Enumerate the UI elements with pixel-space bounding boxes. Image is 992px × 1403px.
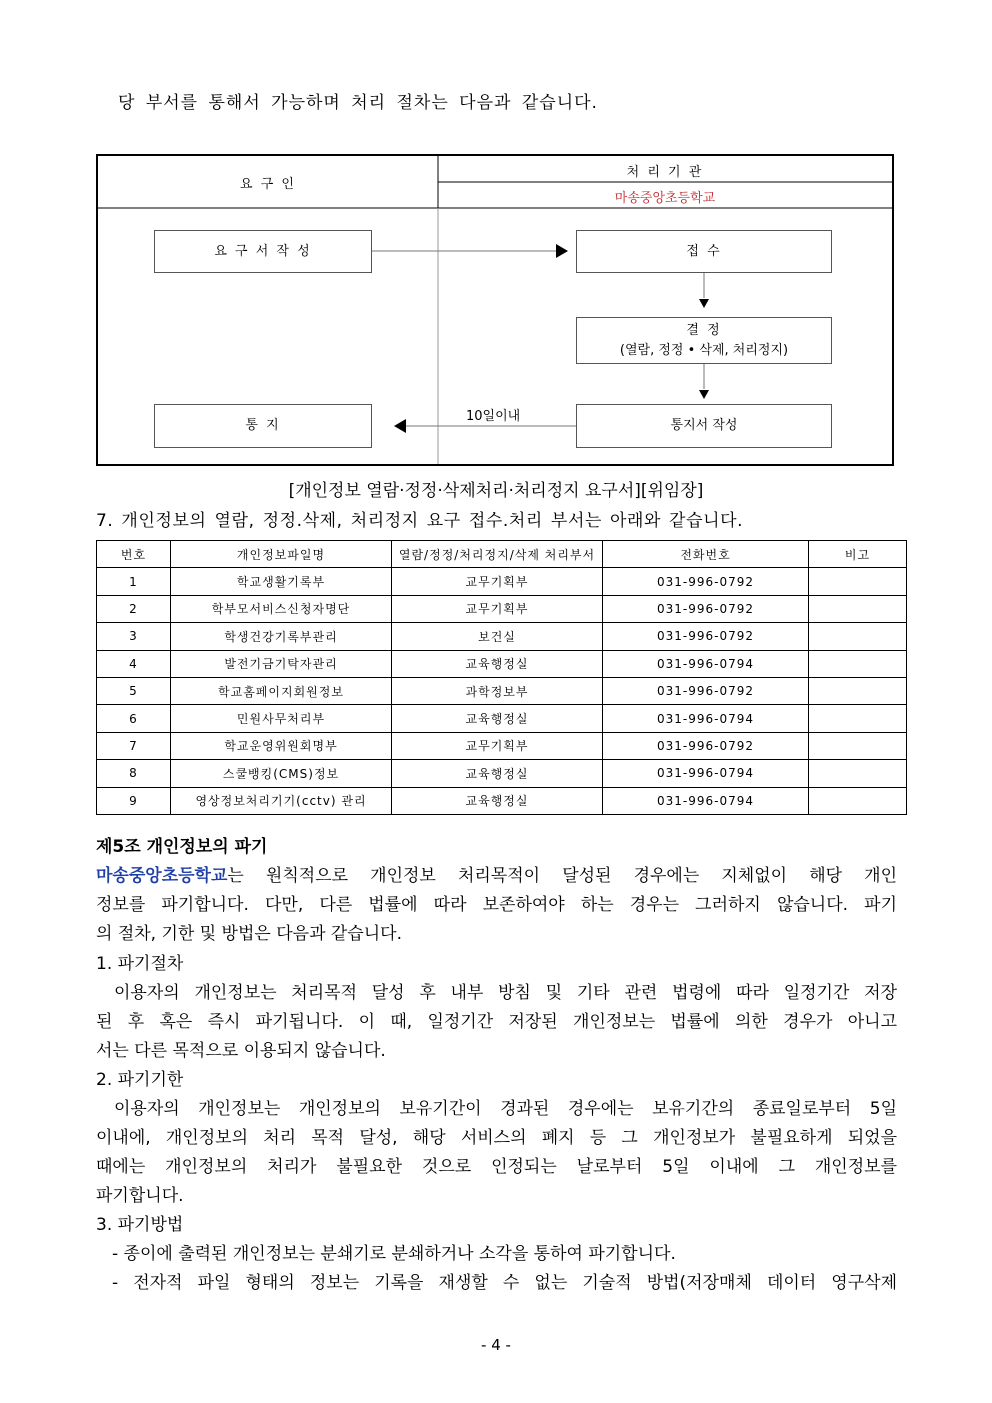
section1-line2: 된 후 혹은 즉시 파기됩니다. 이 때, 일정기간 저장된 개인정보는 법률에 의한 경우가 아니고 [96, 1012, 897, 1032]
paragraph-text: 이용자의 개인정보는 처리목적 달성 후 내부 방침 및 기타 관련 법령에 따라 일정기간 저장 [114, 983, 897, 1003]
table-header-cell: 열람/정정/처리정지/삭제 처리부서 [392, 541, 603, 568]
table-cell: 9 [97, 787, 171, 814]
table-cell: 발전기금기탁자관리 [171, 650, 392, 677]
notice-box [154, 404, 372, 448]
section1-line3: 서는 다른 목적으로 이용되지 않습니다. [96, 1041, 386, 1061]
request-form-box [154, 230, 372, 273]
table-cell [809, 650, 907, 677]
table-row [97, 760, 907, 787]
section1-title: 1. 파기절차 [96, 954, 184, 974]
paragraph-text: 이용자의 개인정보는 개인정보의 보유기간이 경과된 경우에는 보유기간의 종료일로부터 5일 [114, 1099, 897, 1119]
table-cell: 과학정보부 [392, 677, 603, 704]
table-cell: 스쿨뱅킹(CMS)정보 [171, 760, 392, 787]
table-header-row [97, 541, 907, 568]
table-header-cell: 개인정보파일명 [171, 541, 392, 568]
section3-line2: - 전자적 파일 형태의 정보는 기록을 재생할 수 없는 기술적 방법(저장매체 데이터 영구삭제 [112, 1273, 897, 1293]
table-header-cell: 번호 [97, 541, 171, 568]
request-form-label: 요 구 서 작 성 [214, 243, 312, 259]
arrow-right-icon [556, 244, 568, 258]
table-cell: 학부모서비스신청자명단 [171, 595, 392, 622]
department-table [96, 540, 907, 815]
table-cell: 2 [97, 595, 171, 622]
receive-label: 접 수 [686, 243, 722, 259]
table-header-cell: 비고 [809, 541, 907, 568]
table-cell: 3 [97, 623, 171, 650]
section2-line4: 파기합니다. [96, 1186, 184, 1206]
table-cell: 교무기획부 [392, 732, 603, 759]
table-cell: 031-996-0794 [603, 705, 809, 732]
table-cell: 학생건강기록부관리 [171, 623, 392, 650]
table-cell: 031-996-0792 [603, 595, 809, 622]
agency-header: 처 리 기 관 [626, 165, 704, 180]
table-cell: 031-996-0792 [603, 677, 809, 704]
section3-title: 3. 파기방법 [96, 1215, 184, 1235]
notice-label: 통 지 [245, 418, 281, 433]
receive-box [576, 230, 832, 273]
page-number: - 4 - [481, 1336, 511, 1354]
table-cell [809, 595, 907, 622]
requester-header: 요 구 인 [240, 177, 296, 192]
article5-title: 제5조 개인정보의 파기 [96, 837, 268, 857]
table-row [97, 787, 907, 814]
table-cell: 교육행정실 [392, 650, 603, 677]
intro-text: 당 부서를 통해서 가능하며 처리 절차는 다음과 같습니다. [118, 93, 598, 113]
table-cell: 031-996-0792 [603, 568, 809, 595]
agency-name: 마송중앙초등학교 [614, 191, 716, 206]
table-cell: 교육행정실 [392, 760, 603, 787]
table-row [97, 677, 907, 704]
section7-heading: 7. 개인정보의 열람, 정정.삭제, 처리정지 요구 접수.처리 부서는 아래와 같습니다. [96, 511, 744, 531]
school-name: 마송중앙초등학교 [96, 866, 228, 886]
within-days-label: 10일이내 [466, 409, 521, 424]
table-cell [809, 623, 907, 650]
table-cell [809, 760, 907, 787]
table-cell [809, 568, 907, 595]
table-cell: 1 [97, 568, 171, 595]
table-cell: 4 [97, 650, 171, 677]
table-cell: 6 [97, 705, 171, 732]
paragraph-text: 는 원칙적으로 개인정보 처리목적이 달성된 경우에는 지체없이 해당 개인 [227, 866, 897, 886]
table-cell: 031-996-0794 [603, 787, 809, 814]
table-cell: 민원사무처리부 [171, 705, 392, 732]
section2-title: 2. 파기기한 [96, 1070, 184, 1090]
table-cell: 5 [97, 677, 171, 704]
table-cell: 교육행정실 [392, 787, 603, 814]
section1-line1 [96, 978, 897, 1003]
table-row [97, 623, 907, 650]
form-caption: [개인정보 열람·정정·삭제처리·처리정지 요구서][위임장] [288, 481, 704, 501]
procedure-flowchart [96, 154, 894, 466]
table-cell: 8 [97, 760, 171, 787]
decision-detail: (열람, 정정 • 삭제, 처리정지) [619, 342, 789, 358]
section2-line2: 이내에, 개인정보의 처리 목적 달성, 해당 서비스의 폐지 등 그 개인정보가 불필요하게 되었을 [96, 1128, 897, 1148]
table-cell: 교무기획부 [392, 595, 603, 622]
table-cell [809, 787, 907, 814]
table-row [97, 705, 907, 732]
article5-paragraph-line1 [96, 861, 897, 886]
arrow-down-icon [699, 299, 709, 308]
section2-line3: 때에는 개인정보의 처리가 불필요한 것으로 인정되는 날로부터 5일 이내에 그 개인정보를 [96, 1157, 897, 1177]
table-cell: 031-996-0792 [603, 732, 809, 759]
table-cell: 학교운영위원회명부 [171, 732, 392, 759]
table-cell [809, 677, 907, 704]
section3-line1: - 종이에 출력된 개인정보는 분쇄기로 분쇄하거나 소각을 통하여 파기합니다. [112, 1244, 676, 1264]
table-cell [809, 705, 907, 732]
decision-title: 결 정 [686, 322, 722, 338]
table-cell: 학교생활기록부 [171, 568, 392, 595]
arrow-left-icon [394, 419, 406, 433]
table-row [97, 595, 907, 622]
table-cell: 031-996-0794 [603, 650, 809, 677]
table-cell [809, 732, 907, 759]
table-cell: 영상정보처리기기(cctv) 관리 [171, 787, 392, 814]
arrow-down-icon [699, 390, 709, 399]
table-cell: 학교홈페이지회원정보 [171, 677, 392, 704]
table-header-cell: 전화번호 [603, 541, 809, 568]
table-row [97, 568, 907, 595]
table-cell: 031-996-0792 [603, 623, 809, 650]
table-cell: 교무기획부 [392, 568, 603, 595]
table-row [97, 732, 907, 759]
table-cell: 교육행정실 [392, 705, 603, 732]
table-cell: 보건실 [392, 623, 603, 650]
table-cell: 031-996-0794 [603, 760, 809, 787]
table-cell: 7 [97, 732, 171, 759]
notice-write-label: 통지서 작성 [670, 418, 738, 433]
notice-write-box [576, 404, 832, 448]
section2-line1 [96, 1094, 897, 1119]
table-row [97, 650, 907, 677]
article5-paragraph-line2: 정보를 파기합니다. 다만, 다른 법률에 따라 보존하여야 하는 경우는 그러하지 않습니다. 파기 [96, 895, 897, 915]
article5-paragraph-line3: 의 절차, 기한 및 방법은 다음과 같습니다. [96, 924, 402, 944]
decision-box [576, 317, 832, 364]
